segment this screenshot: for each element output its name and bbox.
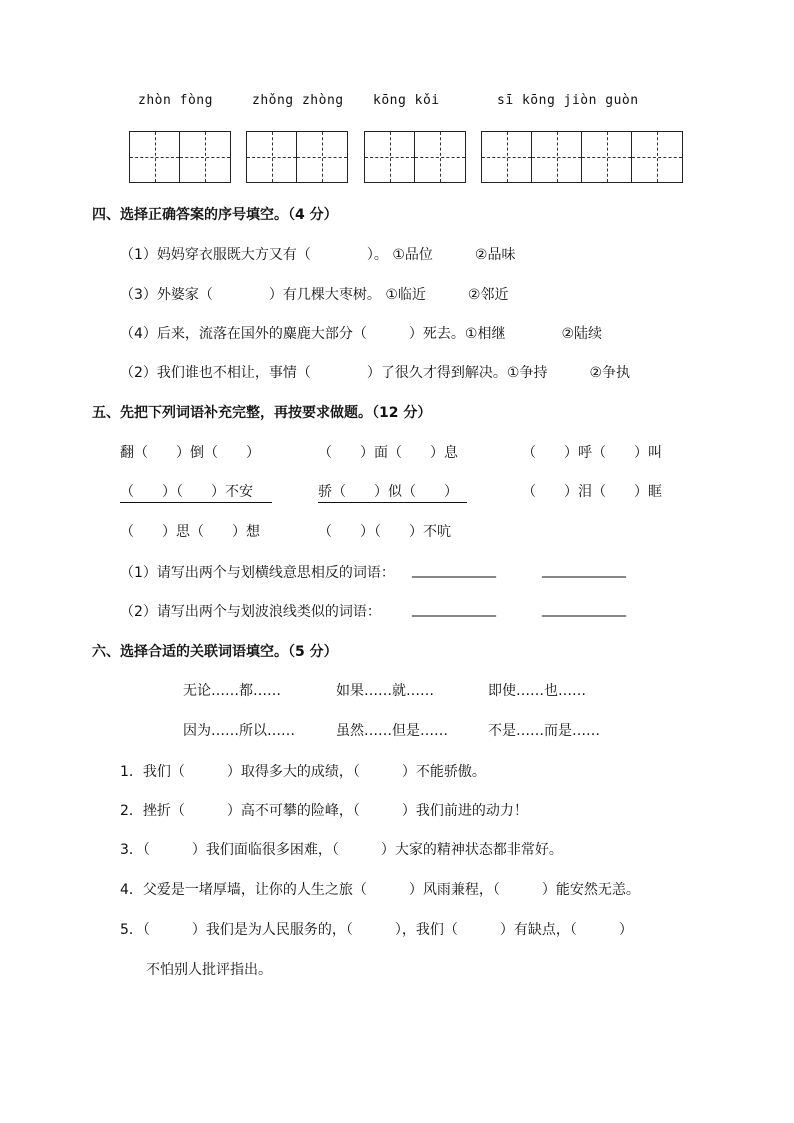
pinyin-1: zhòn fòng	[138, 93, 213, 108]
section5-q2: （2）请写出两个与划波浪线类似的词语：	[120, 604, 381, 620]
section4-item-3[interactable]: （4）后来，流落在国外的麋鹿大部分（ ）死去。①相继 ②陆续	[120, 326, 603, 342]
answer-blank-4[interactable]: ____________	[542, 601, 626, 617]
answer-blank-2[interactable]: ____________	[542, 562, 626, 578]
idiom-6[interactable]: （ ）泪（ ）眶	[522, 484, 662, 500]
idiom-7[interactable]: （ ）思（ ）想	[120, 524, 260, 540]
idiom-4-underlined[interactable]: （ ）（ ）不安	[120, 481, 272, 503]
conj-option-2: 如果……就……	[336, 683, 434, 699]
idiom-3[interactable]: （ ）呼（ ）叫	[522, 445, 662, 461]
idiom-1[interactable]: 翻（ ）倒（ ）	[120, 445, 260, 461]
section5-heading: 五、先把下列词语补充完整，再按要求做题。（12 分）	[92, 405, 432, 421]
section4-heading: 四、选择正确答案的序号填空。（4 分）	[92, 207, 338, 223]
section6-item-5[interactable]: 5．（ ）我们是为人民服务的，（ ），我们（ ）有缺点，（ ）	[120, 922, 633, 938]
pinyin-4: sī kōng jiòn guòn	[497, 93, 639, 108]
section6-item-4[interactable]: 4．父爱是一堵厚墙，让你的人生之旅（ ）风雨兼程，（ ）能安然无恙。	[120, 882, 640, 898]
conj-option-6: 不是……而是……	[488, 723, 600, 739]
writing-grid-1[interactable]	[129, 131, 231, 183]
idiom-5-wavy[interactable]: 骄（ ）似（ ）	[318, 481, 467, 503]
section6-item-3[interactable]: 3．（ ）我们面临很多困难，（ ）大家的精神状态都非常好。	[120, 842, 563, 858]
pinyin-3: kōng kǒi	[373, 93, 440, 108]
section6-item-5-cont: 不怕别人批评指出。	[146, 962, 272, 978]
conj-option-3: 即使……也……	[488, 683, 586, 699]
idiom-2[interactable]: （ ）面（ ）息	[318, 445, 458, 461]
section6-item-1[interactable]: 1．我们（ ）取得多大的成绩，（ ）不能骄傲。	[120, 764, 486, 780]
answer-blank-1[interactable]: ____________	[412, 562, 496, 578]
pinyin-2: zhǒng zhòng	[252, 93, 344, 108]
writing-grid-4[interactable]	[481, 131, 683, 183]
writing-grid-2[interactable]	[246, 131, 348, 183]
conj-option-1: 无论……都……	[183, 683, 281, 699]
conj-option-5: 虽然……但是……	[336, 723, 448, 739]
section6-heading: 六、选择合适的关联词语填空。（5 分）	[92, 644, 338, 660]
section4-item-4[interactable]: （2）我们谁也不相让，事情（ ）了很久才得到解决。①争持 ②争执	[120, 365, 631, 381]
conj-option-4: 因为……所以……	[183, 723, 295, 739]
section5-q1: （1）请写出两个与划横线意思相反的词语：	[120, 565, 395, 581]
section6-item-2[interactable]: 2．挫折（ ）高不可攀的险峰，（ ）我们前进的动力！	[120, 803, 528, 819]
answer-blank-3[interactable]: ____________	[412, 601, 496, 617]
writing-grid-3[interactable]	[364, 131, 466, 183]
section4-item-2[interactable]: （3）外婆家（ ）有几棵大枣树。 ①临近 ②邻近	[120, 287, 509, 303]
section4-item-1[interactable]: （1）妈妈穿衣服既大方又有（ ）。 ①品位 ②品味	[120, 247, 516, 263]
idiom-8[interactable]: （ ）（ ）不吭	[318, 524, 451, 540]
